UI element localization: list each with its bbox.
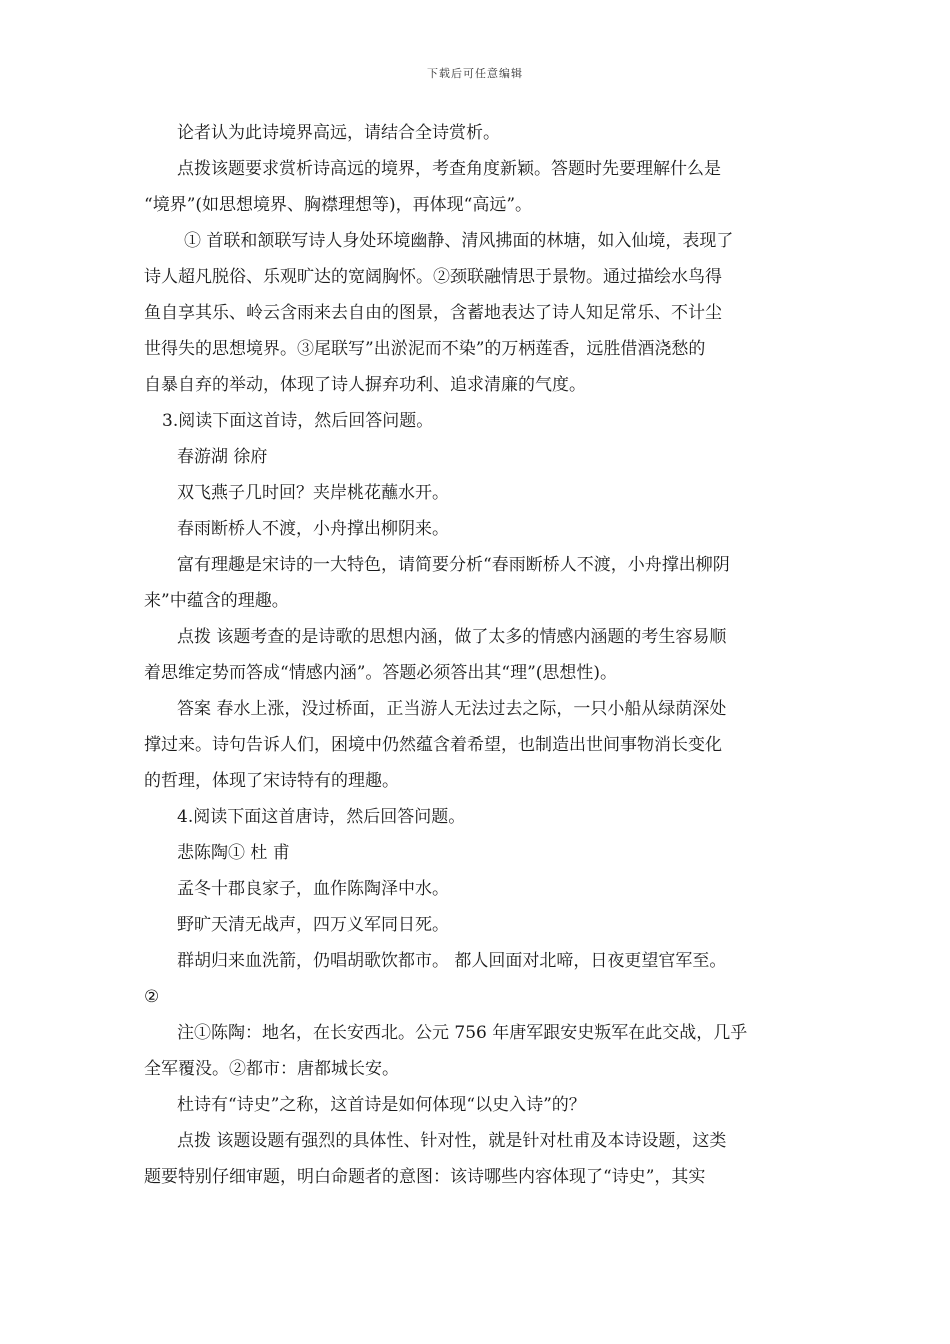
text-line: 点拨 该题考查的是诗歌的思想内涵，做了太多的情感内涵题的考生容易顺 — [177, 627, 727, 647]
text-line: 世得失的思想境界。③尾联写”出淤泥而不染”的万柄莲香，远胜借酒浇愁的 — [144, 339, 706, 359]
text-line: “境界”(如思想境界、胸襟理想等)，再体现“高远”。 — [144, 195, 533, 215]
text-line: 注①陈陶：地名，在长安西北。公元 756 年唐军跟安史叛军在此交战，几乎 — [177, 1023, 748, 1043]
text-line: 野旷天清无战声，四万义军同日死。 — [177, 915, 449, 935]
text-line: 撑过来。诗句告诉人们，困境中仍然蕴含着希望，也制造出世间事物消长变化 — [144, 735, 722, 755]
text-line: 杜诗有“诗史”之称，这首诗是如何体现“以史入诗”的？ — [177, 1095, 586, 1115]
text-line: 自暴自弃的举动，体现了诗人摒弃功利、追求清廉的气度。 — [144, 375, 586, 395]
text-line: ① 首联和颔联写诗人身处环境幽静、清风拂面的林塘，如入仙境，表现了 — [184, 231, 734, 251]
document-body — [144, 115, 808, 1195]
text-line: 全军覆没。②都市：唐都城长安。 — [144, 1059, 399, 1079]
text-line: 来”中蕴含的理趣。 — [144, 591, 289, 611]
text-line: 悲陈陶① 杜 甫 — [177, 843, 290, 863]
text-line: 鱼自享其乐、岭云含雨来去自由的图景，含蓄地表达了诗人知足常乐、不计尘 — [144, 303, 722, 323]
text-line: 富有理趣是宋诗的一大特色，请简要分析“春雨断桥人不渡，小舟撑出柳阴 — [177, 555, 730, 575]
text-line: 诗人超凡脱俗、乐观旷达的宽阔胸怀。②颈联融情思于景物。通过描绘水鸟得 — [144, 267, 722, 287]
text-line: 的哲理，体现了宋诗特有的理趣。 — [144, 771, 399, 791]
text-line: 春雨断桥人不渡，小舟撑出柳阴来。 — [177, 519, 449, 539]
text-line: 点拨 该题设题有强烈的具体性、针对性，就是针对杜甫及本诗设题，这类 — [177, 1131, 727, 1151]
text-line: 点拨该题要求赏析诗高远的境界，考查角度新颖。答题时先要理解什么是 — [177, 159, 721, 179]
text-line: 4.阅读下面这首唐诗，然后回答问题。 — [177, 807, 466, 827]
text-line: 孟冬十郡良家子，血作陈陶泽中水。 — [177, 879, 449, 899]
text-line: 论者认为此诗境界高远，请结合全诗赏析。 — [177, 123, 500, 143]
text-line: 春游湖 徐府 — [177, 447, 268, 467]
page-header: 下载后可任意编辑 — [427, 67, 523, 80]
text-line: 双飞燕子几时回？夹岸桃花蘸水开。 — [177, 483, 449, 503]
text-line: 着思维定势而答成“情感内涵”。答题必须答出其“理”(思想性)。 — [144, 663, 618, 683]
text-line: 群胡归来血洗箭，仍唱胡歌饮都市。 都人回面对北啼，日夜更望官军至。 — [177, 951, 727, 971]
text-line: 3.阅读下面这首诗，然后回答问题。 — [162, 411, 434, 431]
text-line: ② — [144, 987, 160, 1007]
text-line: 答案 春水上涨，没过桥面，正当游人无法过去之际，一只小船从绿荫深处 — [177, 699, 727, 719]
text-line: 题要特别仔细审题，明白命题者的意图：该诗哪些内容体现了“诗史”，其实 — [144, 1167, 706, 1187]
